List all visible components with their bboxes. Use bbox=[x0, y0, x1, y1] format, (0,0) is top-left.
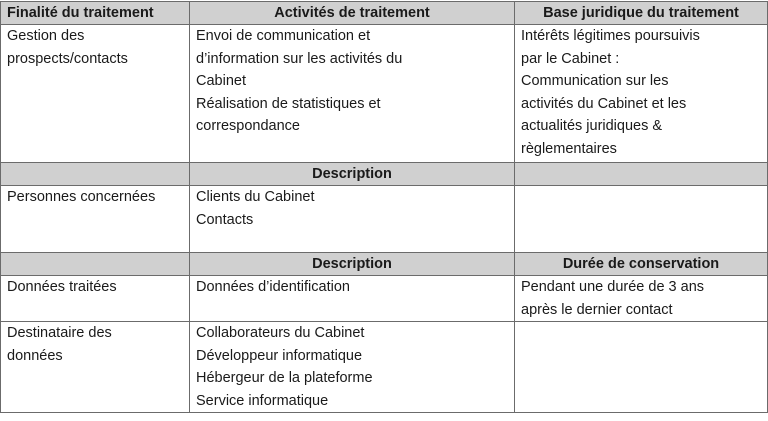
cell-line: Données d’identification bbox=[196, 279, 350, 295]
cell-destinataire-label bbox=[1, 322, 190, 413]
cell-line: Développeur informatique bbox=[196, 347, 363, 364]
cell-personnes-label bbox=[1, 186, 190, 253]
cell-finalite-prospects bbox=[1, 25, 190, 163]
cell-line: actualités juridiques & bbox=[521, 118, 663, 134]
cell-line: après le dernier contact bbox=[521, 301, 673, 318]
cell-donnees-description bbox=[190, 276, 515, 322]
table-row-destinataire bbox=[1, 322, 768, 413]
table-row-prospects bbox=[1, 25, 768, 163]
header-empty bbox=[1, 253, 190, 276]
cell-line: par le Cabinet : bbox=[521, 50, 620, 67]
header-description: Description bbox=[190, 253, 515, 276]
cell-donnees-duree bbox=[515, 276, 768, 322]
header-activites: Activités de traitement bbox=[190, 2, 515, 25]
cell-line: Personnes concernées bbox=[7, 189, 156, 205]
cell-line: Clients du Cabinet bbox=[196, 189, 315, 205]
header-empty bbox=[1, 163, 190, 186]
cell-activites-prospects bbox=[190, 25, 515, 163]
cell-destinataire-description bbox=[190, 322, 515, 413]
cell-personnes-description bbox=[190, 186, 515, 253]
cell-line: Données traitées bbox=[7, 279, 117, 295]
cell-line: Intérêts légitimes poursuivis bbox=[521, 28, 700, 44]
cell-line: Collaborateurs du Cabinet bbox=[196, 325, 365, 341]
header-row-description-1 bbox=[1, 163, 768, 186]
header-row-description-2 bbox=[1, 253, 768, 276]
header-duree: Durée de conservation bbox=[515, 253, 768, 276]
processing-table bbox=[0, 1, 768, 413]
cell-base-prospects bbox=[515, 25, 768, 163]
cell-line: Destinataire des bbox=[7, 325, 112, 341]
cell-line: Pendant une durée de 3 ans bbox=[521, 279, 705, 295]
cell-line: règlementaires bbox=[521, 140, 617, 157]
cell-line: Service informatique bbox=[196, 392, 329, 409]
cell-line: d’information sur les activités du bbox=[196, 50, 403, 67]
header-empty bbox=[515, 163, 768, 186]
header-finalite: Finalité du traitement bbox=[1, 2, 190, 25]
cell-line: activités du Cabinet et les bbox=[521, 95, 687, 112]
table-row-personnes bbox=[1, 186, 768, 253]
cell-line: Réalisation de statistiques et bbox=[196, 95, 381, 112]
cell-line: Gestion des bbox=[7, 28, 85, 44]
header-base-juridique: Base juridique du traitement bbox=[515, 2, 768, 25]
cell-empty bbox=[515, 322, 768, 413]
cell-line: données bbox=[7, 347, 63, 364]
cell-line: Communication sur les bbox=[521, 73, 669, 89]
cell-line: prospects/contacts bbox=[7, 50, 128, 67]
cell-line: Cabinet bbox=[196, 73, 246, 89]
cell-donnees-label bbox=[1, 276, 190, 322]
cell-line: Contacts bbox=[196, 211, 254, 228]
header-row-main bbox=[1, 2, 768, 25]
cell-line: correspondance bbox=[196, 118, 300, 134]
table-row-donnees bbox=[1, 276, 768, 322]
header-description: Description bbox=[190, 163, 515, 186]
cell-line: Hébergeur de la plateforme bbox=[196, 370, 373, 386]
cell-line: Envoi de communication et bbox=[196, 28, 371, 44]
cell-empty bbox=[515, 186, 768, 253]
